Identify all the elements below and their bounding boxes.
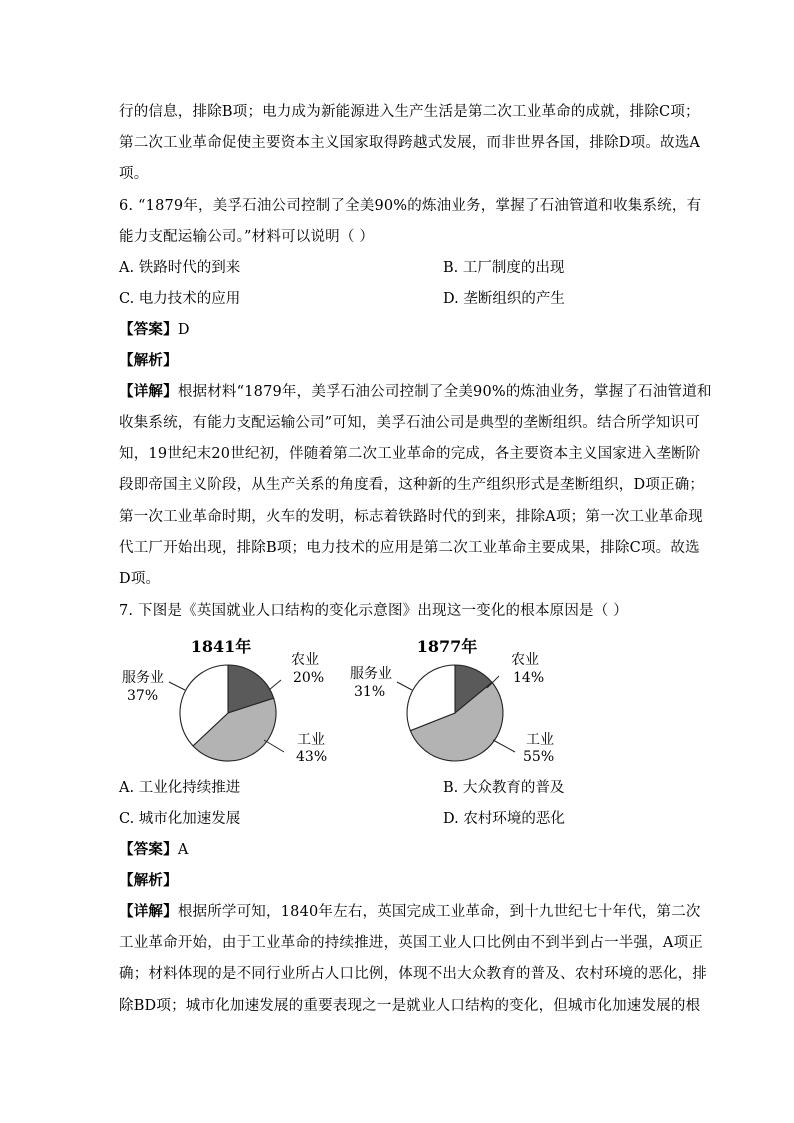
q7-option-c: C. 城市化加速发展 [119,811,241,827]
slice-name-label: 服务业 [350,666,392,682]
slice-name-label: 农业 [291,652,319,668]
pie-chart-1877 [350,637,554,765]
q6-stem-line-1: 6. “1879年，美孚石油公司控制了全美90%的炼油业务，掌握了石油管道和收集系统，有 [119,198,702,214]
leader-line [264,740,284,752]
q6-option-d: D. 垄断组织的产生 [443,291,565,307]
slice-value-label: 37% [127,688,159,704]
q6-detail-line-7: D项。 [119,571,161,587]
slice-name-label: 工业 [297,732,325,748]
slice-name-label: 农业 [511,652,539,668]
q6-detail-line-1 [119,382,712,402]
q6-stem-line-2: 能力支配运输公司。”材料可以说明（ ） [119,229,375,245]
leader-line [493,740,515,752]
q7-stem: 7. 下图是《英国就业人口结构的变化示意图》出现这一变化的根本原因是（ ） [119,603,628,619]
slice-name-label: 服务业 [122,670,164,686]
q6-option-b: B. 工厂制度的出现 [443,260,565,276]
q6-option-a: A. 铁路时代的到来 [119,260,241,276]
leader-line [269,680,281,690]
q7-answer [119,840,188,860]
leader-line [397,682,412,690]
q6-detail-tag: 【详解】 [119,383,178,400]
q7-option-b: B. 大众教育的普及 [443,780,565,796]
q7-detail-line-3: 确；材料体现的是不同行业所占人口比例，体现不出大众教育的普及、农村环境的恶化，排 [119,966,707,982]
q6-option-c: C. 电力技术的应用 [119,291,241,307]
q6-detail-line-3: 知，19世纪末20世纪初，伴随着第二次工业革命的完成，各主要资本主义国家进入垄断阶 [119,446,701,462]
q7-detail-line-4: 除BD项；城市化加速发展的重要表现之一是就业人口结构的变化，但城市化加速发展的根 [119,998,701,1014]
q7-detail-text-1: 根据所学可知，1840年左右，英国完成工业革命，到十九世纪七十年代，第二次 [177,904,701,920]
q7-detail-tag: 【详解】 [119,903,178,920]
slice-value-label: 43% [296,749,328,765]
q6-detail-line-5: 第一次工业革命时期，火车的发明，标志着铁路时代的到来，排除A项；第一次工业革命现 [119,509,703,525]
q6-answer [119,320,190,340]
slice-name-label: 工业 [526,732,554,748]
q7-analysis-tag: 【解析】 [119,872,178,889]
q6-answer-tag: 【答案】 [119,321,178,338]
slice-value-label: 31% [354,684,386,700]
pie-title: 1877年 [416,637,478,656]
slice-value-label: 55% [523,749,555,765]
pie-chart-1841 [122,637,327,765]
q5-explanation-line-3: 项。 [119,166,149,182]
q7-detail-line-2: 工业革命开始，由于工业革命的持续推进，英国工业人口比例由不到半到占一半强，A项正 [119,935,703,951]
q7-detail-line-1 [119,902,701,922]
q7-answer-tag: 【答案】 [119,841,178,858]
q7-option-a: A. 工业化持续推进 [119,780,241,796]
q6-answer-value: D [177,322,190,338]
pie-title: 1841年 [190,637,252,656]
slice-value-label: 20% [293,670,325,686]
q7-answer-value: A [177,842,189,858]
q6-detail-line-4: 段即帝国主义阶段，从生产关系的角度看，这种新的生产组织形式是垄断组织，D项正确； [119,477,705,493]
slice-value-label: 14% [513,670,545,686]
q7-option-d: D. 农村环境的恶化 [443,811,565,827]
leader-line [169,682,185,690]
q6-analysis-tag: 【解析】 [119,352,178,369]
q6-detail-line-6: 代工厂开始出现，排除B项；电力技术的应用是第二次工业革命主要成果，排除C项。故选 [119,540,700,556]
q5-explanation-line-2: 第二次工业革命促使主要资本主义国家取得跨越式发展，而非世界各国，排除D项。故选A [119,135,701,151]
q6-detail-line-2: 收集系统，有能力支配运输公司”可知，美孚石油公司是典型的垄断组织。结合所学知识可 [119,415,700,431]
employment-structure-pie-charts [119,630,555,770]
q5-explanation-line-1: 行的信息，排除B项；电力成为新能源进入生产生活是第二次工业革命的成就，排除C项； [119,104,700,120]
q6-detail-text-1: 根据材料“1879年，美孚石油公司控制了全美90%的炼油业务，掌握了石油管道和 [177,384,712,400]
